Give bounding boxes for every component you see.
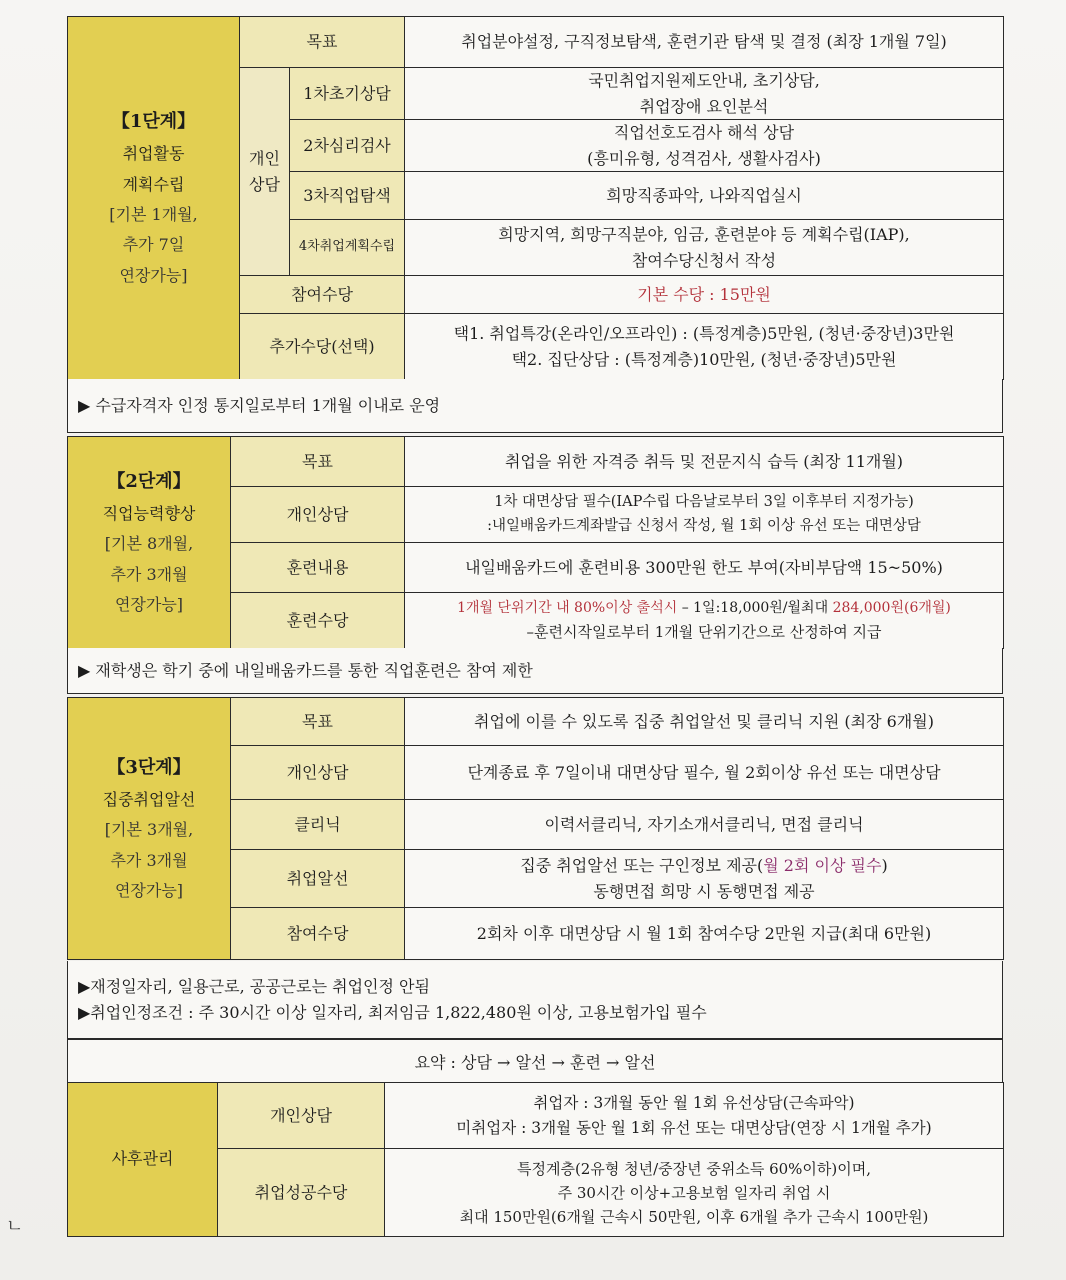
stage1-header: 【1단계】 [111,111,196,133]
stage3-header: 【3단계】 [107,756,191,778]
stage2-title-cell [68,437,231,649]
stage3-clinic: 이력서클리닉, 자기소개서클리닉, 면접 클리닉 [405,800,1004,850]
stage1-allowance-label: 참여수당 [240,276,405,314]
stage1-bracket: 연장가능] [119,265,188,285]
stage3-place: 집중 취업알선 또는 구인정보 제공(월 2회 이상 필수) 동행면접 희망 시 동행면접 제공 [405,850,1004,908]
stage3-allow: 2회차 이후 대면상담 시 월 1회 참여수당 2만원 지급(최대 6만원) [405,908,1004,960]
aftercare-table [67,1082,1004,1237]
stage2-counsel: 1차 대면상담 필수(IAP수립 다음날로부터 3일 이후부터 지정가능) :내일배움카드계좌발급 신청서 작성, 월 1회 이상 유선 또는 대면상담 [405,487,1004,543]
stage2-table [67,436,1004,649]
stage3-title-cell [68,698,231,960]
stage3-bracket: [기본 3개월, [104,820,194,840]
stage2-bracket: 추가 3개월 [110,564,188,584]
stage2-train: 내일배움카드에 훈련비용 300만원 한도 부여(자비부담액 15~50%) [405,543,1004,593]
stage2-train-label: 훈련내용 [231,543,405,593]
aftercare-success-label: 취업성공수당 [218,1149,385,1237]
stage1-goal-label: 목표 [240,17,405,68]
stage1-allowance: 기본 수당 : 15만원 [405,276,1004,314]
stage3-bracket: 추가 3개월 [110,850,188,870]
stage2-bracket: 연장가능] [114,594,184,614]
aftercare-counsel: 취업자 : 3개월 동안 월 1회 유선상담(근속파악) 미취업자 : 3개월 동안 월 1회 유선 또는 대면상담(연장 시 1개월 추가) [385,1083,1004,1149]
summary-text: 요약 : 상담 → 알선 → 훈련 → 알선 [414,1052,656,1072]
stage3-goal-label: 목표 [231,698,405,746]
stage1-extra-label: 추가수당(선택) [240,314,405,380]
stage1-sub-label: 3차직업탐색 [290,172,405,220]
note-stage1: ▶ 수급자격자 인정 통지일로부터 1개월 이내로 운영 [67,379,1003,433]
stage3-counsel-label: 개인상담 [231,746,405,800]
stage1-goal: 취업분야설정, 구직정보탐색, 훈련기관 탐색 및 결정 (최장 1개월 7일) [405,17,1004,68]
stage1-line: 취업활동 [122,144,185,164]
stage3-place-label: 취업알선 [231,850,405,908]
stage1-sub-content: 희망지역, 희망구직분야, 임금, 훈련분야 등 계획수립(IAP), 참여수당신청서 작성 [405,220,1004,276]
stage1-table [67,16,1004,380]
note-stage3: ▶재정일자리, 일용근로, 공공근로는 취업인정 안됨 ▶취업인정조건 : 주 30시간 이상 일자리, 최저임금 1,822,480원 이상, 고용보험가입 필수 [67,961,1003,1039]
stage3-clinic-label: 클리닉 [231,800,405,850]
stage1-sub-label: 4차취업계획수립 [290,220,405,276]
stage1-sub-label: 1차초기상담 [290,68,405,120]
stage2-goal-label: 목표 [231,437,405,487]
stage1-line: 계획수립 [122,174,185,194]
stage1-bracket: 추가 7일 [122,235,185,255]
stage2-allow: 1개월 단위기간 내 80%이상 출석시 – 1일:18,000원/월최대 284,000원(6개월) –훈련시작일로부터 1개월 단위기간으로 산정하여 지급 [405,593,1004,649]
stage3-table [67,697,1004,960]
stage2-goal: 취업을 위한 자격증 취득 및 전문지식 습득 (최장 11개월) [405,437,1004,487]
margin-mark: ㄴ [6,1216,24,1237]
stage1-sub-content: 희망직종파악, 나와직업실시 [405,172,1004,220]
note-stage2: ▶ 재학생은 학기 중에 내일배움카드를 통한 직업훈련은 참여 제한 [67,648,1003,694]
aftercare-counsel-label: 개인상담 [218,1083,385,1149]
aftercare-success: 특정계층(2유형 청년/중장년 중위소득 60%이하)이며, 주 30시간 이상+고용보험 일자리 취업 시 최대 150만원(6개월 근속시 50만원, 이후 6개월 추가 근속시 100만원) [385,1149,1004,1237]
summary-box [67,1039,1003,1083]
stage2-header: 【2단계】 [107,470,191,492]
stage3-line: 집중취업알선 [102,789,196,809]
stage1-counsel-label: 개인 상담 [240,68,290,276]
stage3-allow-label: 참여수당 [231,908,405,960]
stage1-sub-content: 국민취업지원제도안내, 초기상담, 취업장애 요인분석 [405,68,1004,120]
stage1-sub-label: 2차심리검사 [290,120,405,172]
stage3-counsel: 단계종료 후 7일이내 대면상담 필수, 월 2회이상 유선 또는 대면상담 [405,746,1004,800]
stage3-bracket: 연장가능] [114,880,184,900]
stage1-bracket: [기본 1개월, [109,205,198,225]
stage1-extra: 택1. 취업특강(온라인/오프라인) : (특정계층)5만원, (청년·중장년)3만원 택2. 집단상담 : (특정계층)10만원, (청년·중장년)5만원 [405,314,1004,380]
stage2-allow-label: 훈련수당 [231,593,405,649]
stage2-counsel-label: 개인상담 [231,487,405,543]
stage1-title-cell [68,17,240,380]
stage3-goal: 취업에 이를 수 있도록 집중 취업알선 및 클리닉 지원 (최장 6개월) [405,698,1004,746]
stage2-bracket: [기본 8개월, [104,534,194,554]
aftercare-label: 사후관리 [68,1083,218,1237]
stage1-sub-content: 직업선호도검사 해석 상담 (흥미유형, 성격검사, 생활사검사) [405,120,1004,172]
stage2-line: 직업능력향상 [102,503,196,523]
